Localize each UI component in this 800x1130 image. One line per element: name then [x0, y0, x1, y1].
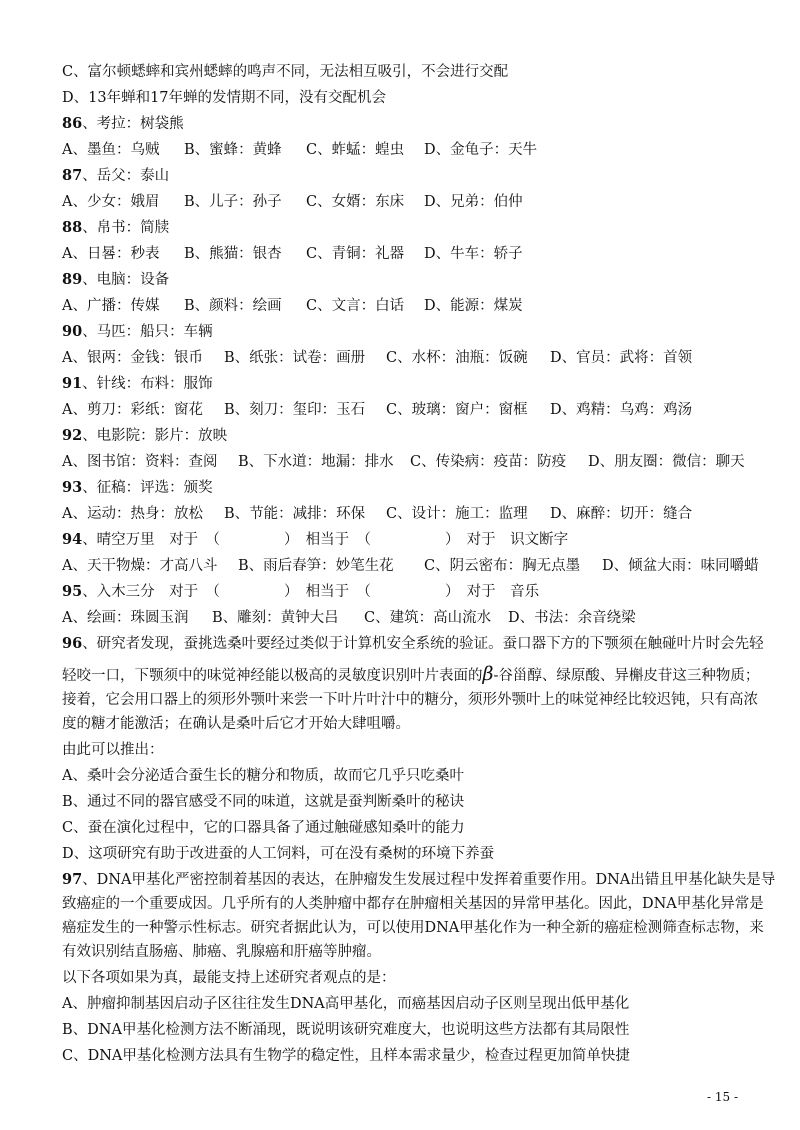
option-b: B、蜜蜂：黄蜂 — [184, 142, 282, 158]
option-a: A、图书馆：资料：查阅 — [62, 454, 218, 470]
beta-symbol: β — [482, 663, 494, 685]
question-number: 93 — [62, 479, 83, 496]
question-stem-part: 、入木三分 对于 （ — [82, 584, 220, 600]
question-stem-part: ） 对于 音乐 — [444, 584, 540, 600]
question-stem-part: ） 对于 识文断字 — [444, 532, 569, 548]
option-d: D、官员：武将：首领 — [550, 350, 693, 366]
option-a: A、绘画：珠圆玉润 — [62, 610, 189, 626]
question-93 — [62, 478, 213, 498]
question-stem-part: 、晴空万里 对于 （ — [82, 532, 220, 548]
option-a: A、天干物燥：才高八斗 — [62, 558, 218, 574]
option-a: A、银两：金钱：银币 — [62, 350, 203, 366]
question-95 — [62, 582, 539, 602]
question-88 — [62, 218, 169, 238]
question-89 — [62, 270, 169, 290]
question-stem-part: ） 相当于 （ — [283, 532, 371, 548]
question-number: 86 — [62, 115, 83, 132]
question-87 — [62, 166, 169, 186]
option-d: D、这项研究有助于改进蚕的人工饲料，可在没有桑树的环境下养蚕 — [62, 846, 495, 862]
question-stem: 、帛书：简牍 — [82, 220, 170, 236]
option-c: C、设计：施工：监理 — [386, 506, 528, 522]
option-d: D、牛车：轿子 — [424, 246, 523, 262]
question-number: 89 — [62, 271, 83, 288]
question-97-line-2: 致癌症的一个重要成因。几乎所有的人类肿瘤中都存在肿瘤相关基因的异常甲基化。因此，DNA甲基化异常是 — [62, 896, 764, 912]
question-text: 、研究者发现，蚕挑选桑叶要经过类似于计算机安全系统的验证。蚕口器下方的下颚须在触碰叶片时会先轻 — [82, 636, 764, 652]
option-c: C、女婿：东床 — [306, 194, 405, 210]
option-b: B、雨后春笋：妙笔生花 — [238, 558, 394, 574]
option-c: C、青铜：礼器 — [306, 246, 405, 262]
question-number: 92 — [62, 427, 83, 444]
option-c: C、蚕在演化过程中，它的口器具备了通过触碰感知桑叶的能力 — [62, 820, 465, 836]
option-b: B、儿子：孙子 — [184, 194, 282, 210]
question-number: 95 — [62, 583, 83, 600]
option-b: B、节能：减排：环保 — [224, 506, 366, 522]
option-d: D、兄弟：伯仲 — [424, 194, 523, 210]
option-c: C、水杯：油瓶：饭碗 — [386, 350, 528, 366]
question-stem: 、电脑：设备 — [82, 272, 170, 288]
option-a: A、肿瘤抑制基因启动子区往往发生DNA高甲基化，而癌基因启动子区则呈现出低甲基化 — [62, 996, 630, 1012]
option-b: B、纸张：试卷：画册 — [224, 350, 366, 366]
question-number: 88 — [62, 219, 83, 236]
question-94 — [62, 530, 568, 550]
option-a: A、日晷：秒表 — [62, 246, 160, 262]
option-c: C、玻璃：窗户：窗框 — [386, 402, 528, 418]
question-97-line-4: 有效识别结直肠癌、肺癌、乳腺癌和肝癌等肿瘤。 — [62, 944, 381, 960]
option-d: D、朋友圈：微信：聊天 — [588, 454, 745, 470]
option-a: A、剪刀：彩纸：窗花 — [62, 402, 203, 418]
option-c: C、文言：白话 — [306, 298, 405, 314]
question-97-line-1 — [62, 870, 775, 890]
option-d: D、倾盆大雨：味同嚼蜡 — [602, 558, 759, 574]
option-d: D、能源：煤炭 — [424, 298, 523, 314]
option-d: D、书法：余音绕梁 — [508, 610, 636, 626]
option-a: A、少女：娥眉 — [62, 194, 160, 210]
question-stem: 、电影院：影片：放映 — [82, 428, 228, 444]
option-c-prev: C、富尔顿蟋蟀和宾州蟋蟀的鸣声不同，无法相互吸引，不会进行交配 — [62, 64, 509, 80]
question-90 — [62, 322, 213, 342]
option-b: B、颜料：绘画 — [184, 298, 282, 314]
question-text: -谷甾醇、绿原酸、异槲皮苷这三种物质； — [493, 668, 760, 684]
question-stem: 、考拉：树袋熊 — [82, 116, 184, 132]
question-91 — [62, 374, 213, 394]
question-96-line-3: 接着，它会用口器上的须形外颚叶来尝一下叶片叶汁中的糖分，须形外颚叶上的味觉神经比较迟钝，只有高浓 — [62, 692, 758, 708]
option-b: B、通过不同的器官感受不同的味道，这就是蚕判断桑叶的秘诀 — [62, 794, 465, 810]
question-96-line-2 — [62, 664, 759, 686]
option-a: A、运动：热身：放松 — [62, 506, 203, 522]
question-96-line-1 — [62, 634, 764, 654]
option-d: D、麻醉：切开：缝合 — [550, 506, 693, 522]
option-a: A、墨鱼：乌贼 — [62, 142, 160, 158]
question-lead: 以下各项如果为真，最能支持上述研究者观点的是： — [62, 970, 396, 986]
question-stem: 、针线：布料：服饰 — [82, 376, 213, 392]
option-c: C、DNA甲基化检测方法具有生物学的稳定性，且样本需求量少，检查过程更加简单快捷 — [62, 1048, 630, 1064]
question-stem: 、马匹：船只：车辆 — [82, 324, 213, 340]
option-b: B、DNA甲基化检测方法不断涌现，既说明该研究难度大，也说明这些方法都有其局限性 — [62, 1022, 630, 1038]
option-c: C、蚱蜢：蝗虫 — [306, 142, 405, 158]
question-stem: 、征稿：评选：颁奖 — [82, 480, 213, 496]
option-b: B、下水道：地漏：排水 — [238, 454, 394, 470]
question-stem: 、岳父：泰山 — [82, 168, 170, 184]
question-stem-part: ） 相当于 （ — [283, 584, 371, 600]
option-c: C、建筑：高山流水 — [364, 610, 492, 626]
question-lead: 由此可以推出： — [62, 742, 164, 758]
option-d-prev: D、13年蝉和17年蝉的发情期不同，没有交配机会 — [62, 90, 387, 106]
question-number: 90 — [62, 323, 83, 340]
option-c: C、传染病：疫苗：防疫 — [410, 454, 567, 470]
question-text: 、DNA甲基化严密控制着基因的表达，在肿瘤发生发展过程中发挥着重要作用。DNA出错且甲基化缺失是导 — [82, 872, 776, 888]
option-a: A、桑叶会分泌适合蚕生长的糖分和物质，故而它几乎只吃桑叶 — [62, 768, 464, 784]
question-number: 87 — [62, 167, 83, 184]
question-number: 97 — [62, 871, 83, 888]
question-96-line-4: 度的糖才能激活；在确认是桑叶后它才开始大肆咀嚼。 — [62, 716, 410, 732]
question-86 — [62, 114, 184, 134]
option-b: B、雕刻：黄钟大吕 — [212, 610, 339, 626]
question-number: 94 — [62, 531, 83, 548]
option-a: A、广播：传媒 — [62, 298, 160, 314]
question-number: 91 — [62, 375, 83, 392]
question-97-line-3: 癌症发生的一种警示性标志。研究者据此认为，可以使用DNA甲基化作为一种全新的癌症检测筛查标志物，来 — [62, 920, 764, 936]
question-number: 96 — [62, 635, 83, 652]
option-b: B、熊猫：银杏 — [184, 246, 282, 262]
question-text: 轻咬一口，下颚须中的味觉神经能以极高的灵敏度识别叶片表面的 — [62, 668, 483, 684]
option-d: D、鸡精：乌鸡：鸡汤 — [550, 402, 693, 418]
option-b: B、刻刀：玺印：玉石 — [224, 402, 366, 418]
page-number: - 15 - — [706, 1090, 738, 1104]
question-92 — [62, 426, 227, 446]
option-c: C、阴云密布：胸无点墨 — [424, 558, 581, 574]
option-d: D、金龟子：天牛 — [424, 142, 538, 158]
